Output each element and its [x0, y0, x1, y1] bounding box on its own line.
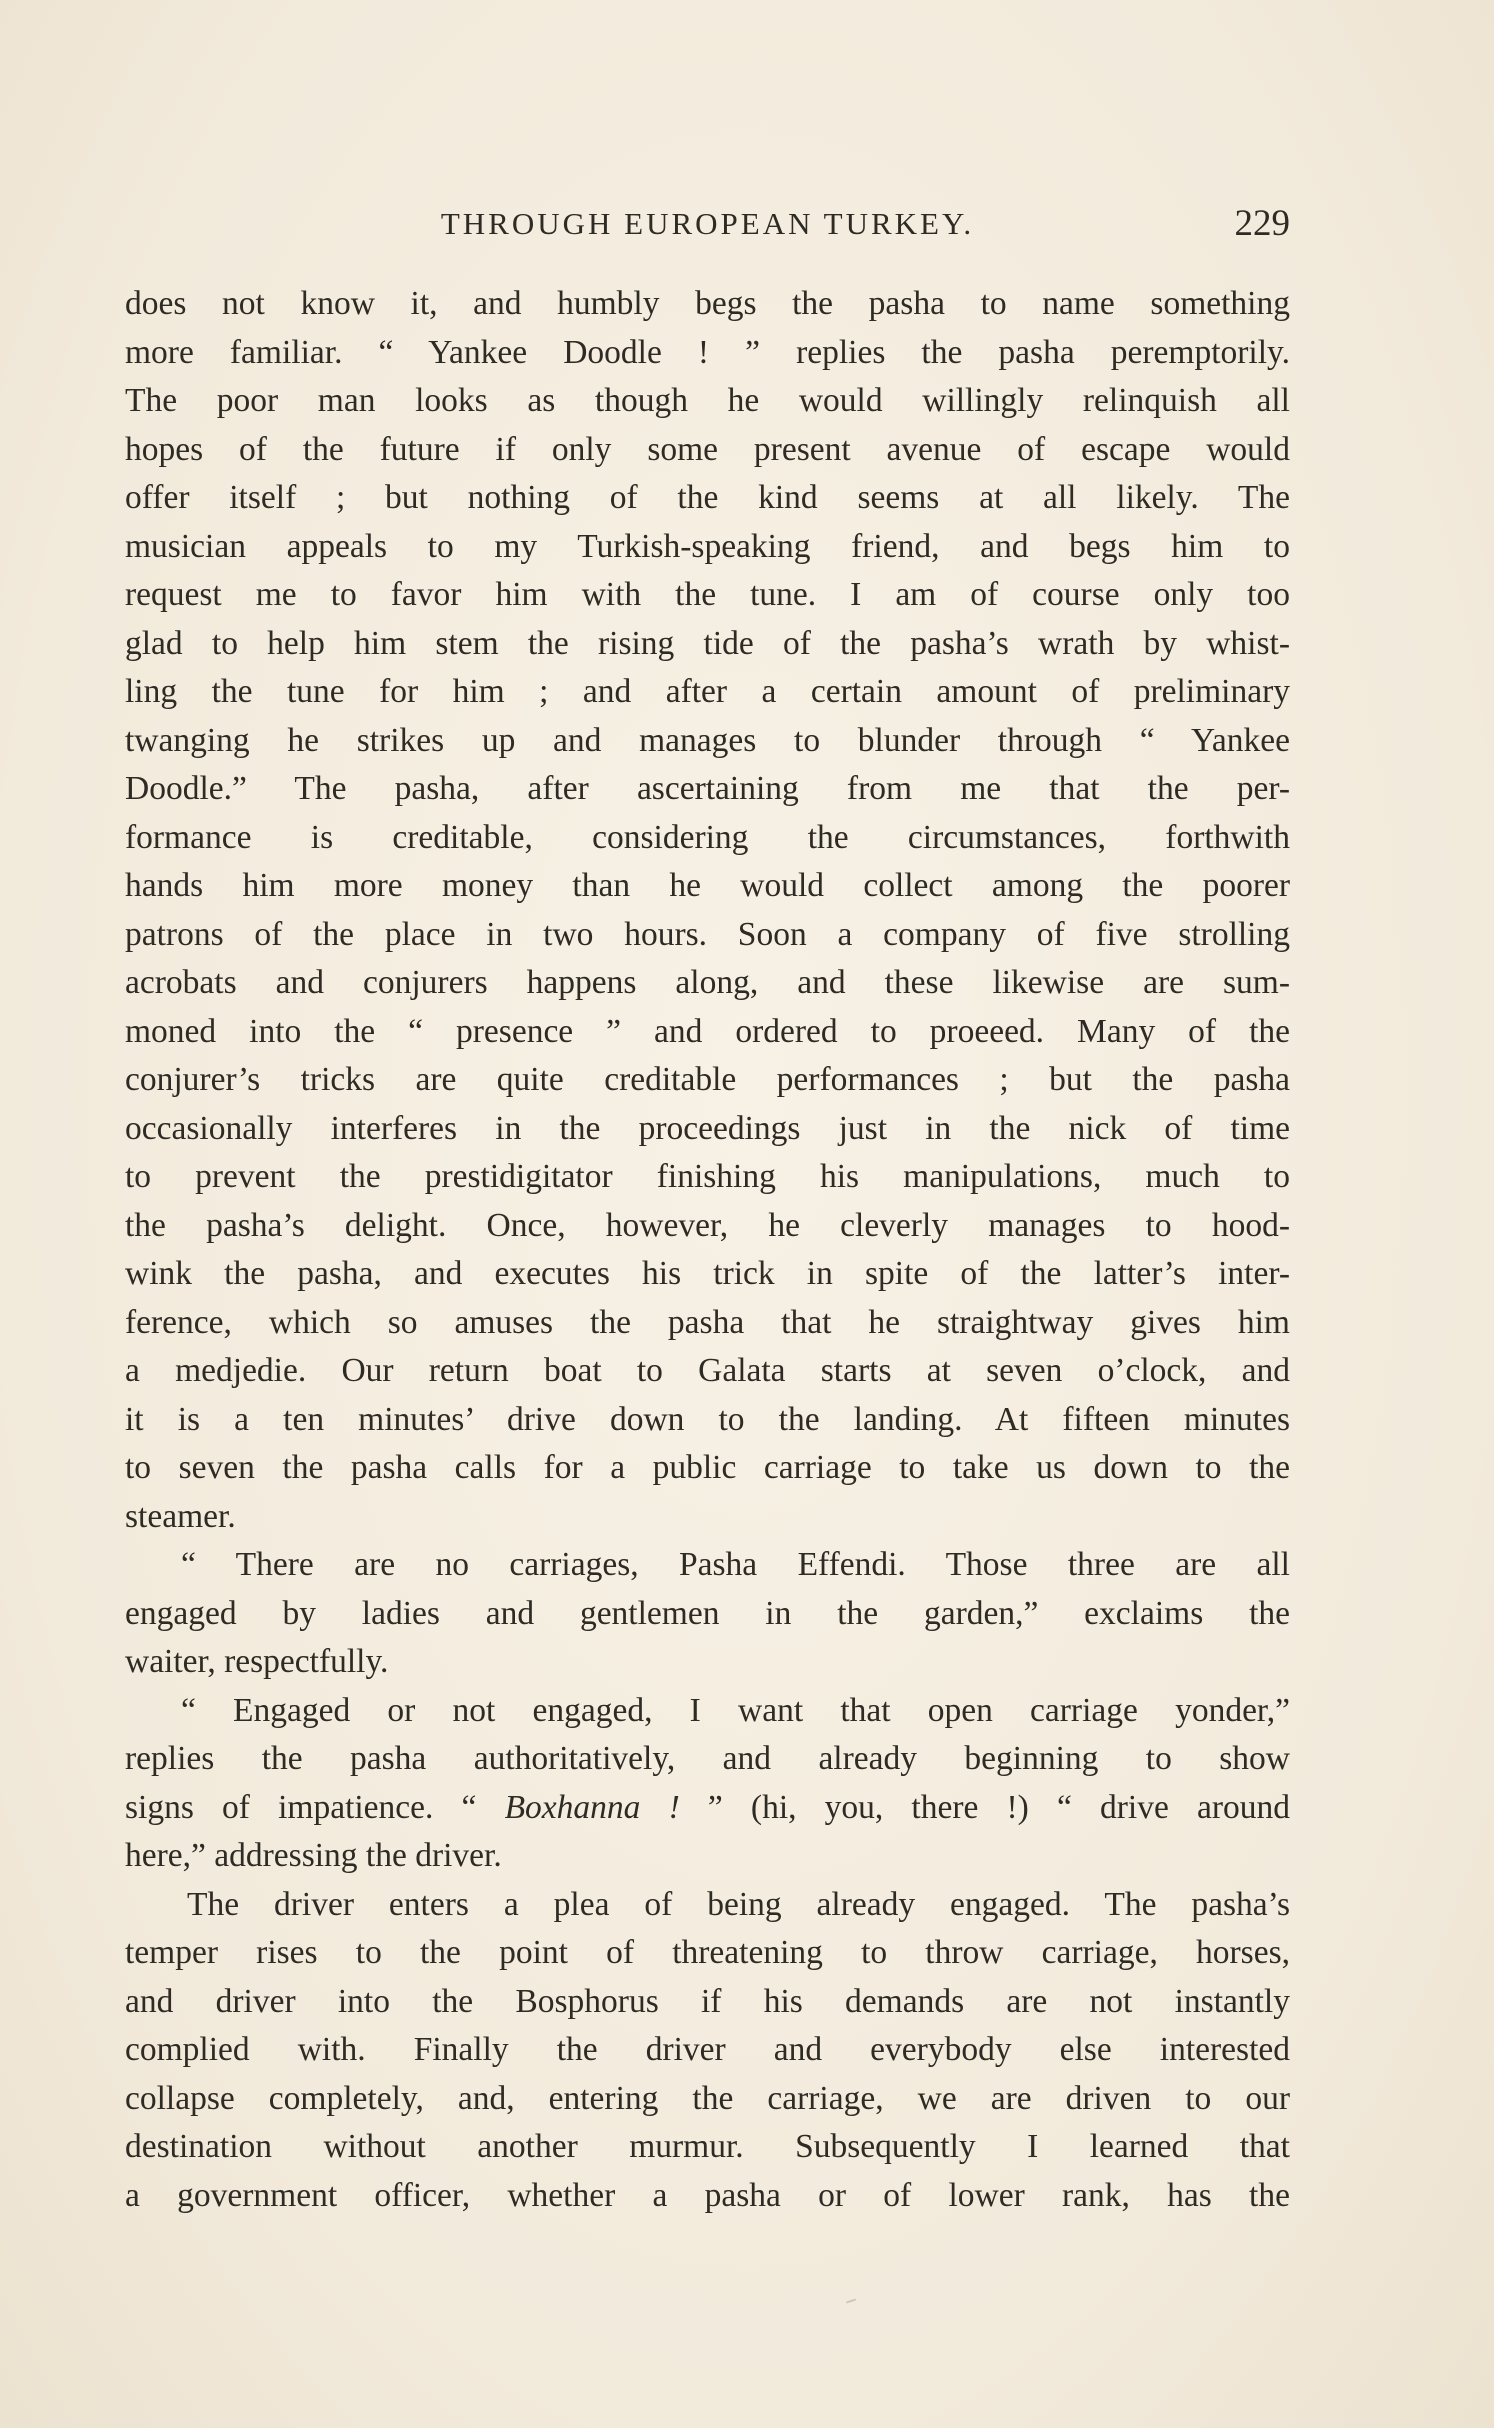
text-line: glad to help him stem the rising tide of the pasha’s wrath by whist- [125, 624, 1290, 662]
text-line: steamer. [125, 1497, 236, 1535]
text-line: complied with. Finally the driver and everybody else interested [125, 2031, 1290, 2068]
text-line: to prevent the prestidigitator finishing his manipulations, much to [125, 1158, 1290, 1195]
text-line: destination without another murmur. Subsequently I learned that [125, 2128, 1290, 2165]
text-line: replies the pasha authoritatively, and already beginning to show [125, 1740, 1290, 1777]
text-segment: ” (hi, you, there !) “ drive around [707, 1788, 1290, 1826]
running-head: THROUGH EUROPEAN TURKEY. [440, 206, 975, 241]
paper-speck [846, 2299, 856, 2304]
text-line: request me to favor him with the tune. I am of course only too [125, 576, 1290, 613]
text-line: conjurer’s tricks are quite creditable performances ; but the pasha [125, 1061, 1290, 1098]
text-line: waiter, respectfully. [125, 1643, 389, 1680]
text-line: patrons of the place in two hours. Soon a company of five strolling [125, 915, 1290, 953]
text-line: “ There are no carriages, Pasha Effendi. Those three are all [181, 1546, 1290, 1583]
text-line: The driver enters a plea of being already engaged. The pasha’s [187, 1885, 1290, 1923]
text-line: musician appeals to my Turkish-speaking friend, and begs him to [125, 527, 1290, 565]
text-line: ference, which so amuses the pasha that he straightway gives him [125, 1303, 1290, 1341]
text-line: the pasha’s delight. Once, however, he cleverly manages to hood- [125, 1206, 1290, 1244]
text-line: engaged by ladies and gentlemen in the garden,” exclaims the [125, 1594, 1290, 1632]
text-line: “ Engaged or not engaged, I want that open carriage yonder,” [181, 1691, 1290, 1729]
text-line: hands him more money than he would collect among the poorer [125, 867, 1290, 904]
text-line: here,” addressing the driver. [125, 1837, 502, 1874]
text-line: to seven the pasha calls for a public carriage to take us down to the [125, 1449, 1290, 1486]
text-line: moned into the “ presence ” and ordered to proeeed. Many of the [125, 1012, 1290, 1050]
page-number: 229 [1234, 203, 1290, 244]
text-line: collapse completely, and, entering the carriage, we are driven to our [125, 2079, 1290, 2117]
text-line: a medjedie. Our return boat to Galata starts at seven o’clock, and [125, 1352, 1290, 1389]
text-line: and driver into the Bosphorus if his demands are not instantly [125, 1982, 1290, 2020]
text-line: wink the pasha, and executes his trick in spite of the latter’s inter- [125, 1255, 1290, 1292]
text-line: Doodle.” The pasha, after ascertaining from me that the per- [125, 770, 1290, 807]
text-line: more familiar. “ Yankee Doodle ! ” replies the pasha peremptorily. [125, 333, 1290, 371]
text-line: it is a ten minutes’ drive down to the landing. At fifteen minutes [125, 1400, 1290, 1438]
text-line: ling the tune for him ; and after a certain amount of preliminary [125, 673, 1290, 710]
text-line: occasionally interferes in the proceedings just in the nick of time [125, 1109, 1290, 1147]
italic-word: Boxhanna ! [504, 1788, 680, 1826]
body-text [125, 280, 1290, 2220]
text-line-mixed [125, 1784, 1290, 1833]
page-header [125, 200, 1290, 248]
text-line: acrobats and conjurers happens along, and these likewise are sum- [125, 964, 1290, 1001]
text-segment: signs of impatience. “ [125, 1788, 477, 1826]
text-line: twanging he strikes up and manages to blunder through “ Yankee [125, 721, 1290, 759]
text-line: The poor man looks as though he would willingly relinquish all [125, 382, 1290, 419]
text-line: temper rises to the point of threatening to throw carriage, horses, [125, 1934, 1290, 1971]
text-line: offer itself ; but nothing of the kind seems at all likely. The [125, 479, 1290, 516]
text-line: does not know it, and humbly begs the pasha to name something [125, 285, 1290, 322]
text-line: a government officer, whether a pasha or of lower rank, has the [125, 2176, 1290, 2214]
text-line: formance is creditable, considering the circumstances, forthwith [125, 818, 1290, 856]
text-line: hopes of the future if only some present avenue of escape would [125, 430, 1290, 468]
